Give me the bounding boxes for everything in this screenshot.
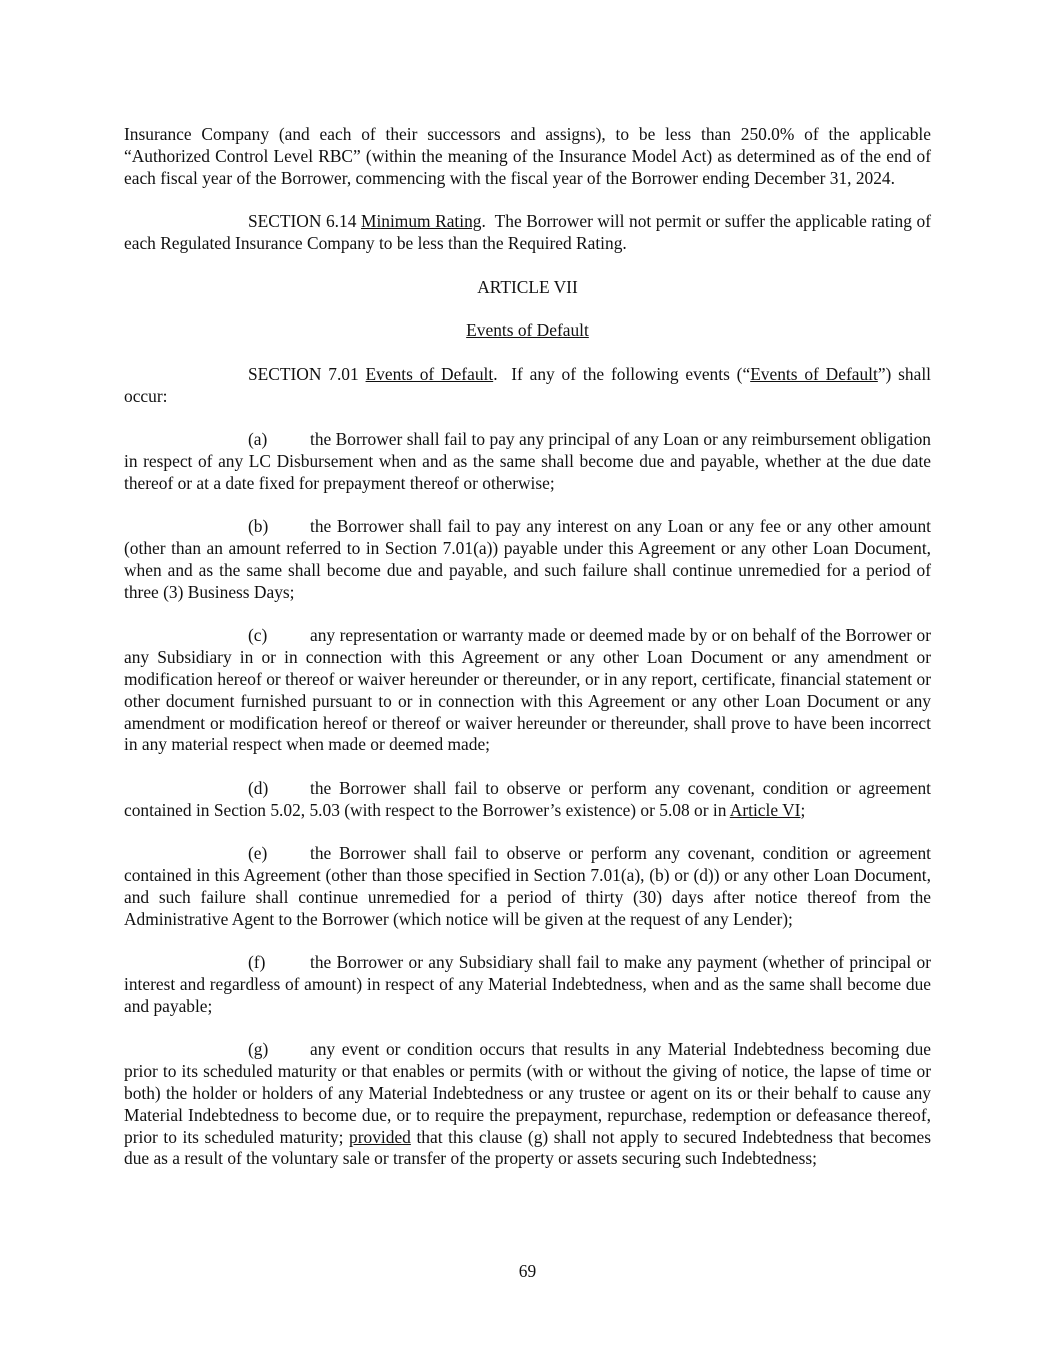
clause-text: any event or condition occurs that results in any Material Indebtedness becoming due prior to its scheduled maturity or that enables or permits (with or without the giving of notice, the lapse of time or both) the holder or holders of any Material Indebtedness or any trustee or agent on its or their behalf to cause any Material Indebtedness to become due, or to require the prepayment, repurchase, redemption or defeasance thereof, prior to its scheduled maturity; (124, 1039, 931, 1147)
clause-text: the Borrower shall fail to observe or perform any covenant, condition or agreement contained in Section 5.02, 5.03 (with respect to the Borrower’s existence) or 5.08 or in (124, 777, 931, 820)
clause-f (124, 952, 931, 1017)
clause-g (124, 1039, 931, 1170)
clause-label: (e) (248, 843, 268, 864)
article-vi-link: Article VI (729, 799, 801, 820)
clause-c (124, 625, 931, 756)
section-text: If any of the following events (“ (511, 363, 751, 384)
defined-term: Events of Default (750, 363, 878, 384)
section-number: SECTION 7.01 (248, 363, 359, 384)
clause-label: (a) (248, 429, 268, 450)
clause-text-end: ; (800, 799, 806, 820)
section-title: Events of Default (365, 363, 494, 384)
clause-text: the Borrower or any Subsidiary shall fail to make any payment (whether of principal or interest and regardless of amount) in respect of any Material Indebtedness, when and as the same shall become due and payable; (124, 952, 931, 1016)
proviso-term: provided (349, 1126, 411, 1147)
article-heading: ARTICLE VII (477, 276, 578, 297)
clause-a (124, 429, 931, 494)
clause-label: (b) (248, 516, 269, 537)
clause-text: the Borrower shall fail to pay any interest on any Loan or any fee or any other amount (other than an amount referred to in Section 7.01(a)) payable under this Agreement or any other Loan Document, when and as the same shall become due and payable, and such failure shall continue unremedied for a period of three (3) Business Days; (124, 516, 931, 602)
section-number: SECTION 6.14 (248, 211, 357, 232)
section-title: Minimum Rating (360, 211, 482, 232)
section-7-01: SECTION 7.01 Events of Default. If any of the following events (“Events of Default”) shall occur: (124, 363, 932, 406)
clause-label: (g) (248, 1039, 269, 1060)
clause-text: the Borrower shall fail to observe or perform any covenant, condition or agreement contained in this Agreement (other than those specified in Section 7.01(a), (b) or (d)) or any other Loan Document, and such failure shall continue unremedied for a period of thirty (30) days after notice thereof from the Administrative Agent to the Borrower (which notice will be given at the request of any Lender); (124, 843, 931, 929)
article-subheading-text: Events of Default (466, 320, 589, 341)
clause-b (124, 516, 931, 603)
document-page (124, 124, 931, 1170)
clause-text-end: that this clause (g) shall not apply to secured Indebtedness that becomes due as a result of the voluntary sale or transfer of the property or assets securing such Indebtedness; (124, 1126, 932, 1169)
clause-d (124, 778, 931, 822)
clause-e (124, 843, 931, 930)
clause-label: (d) (248, 777, 269, 798)
clause-text: any representation or warranty made or deemed made by or on behalf of the Borrower or any Subsidiary in or in connection with this Agreement or any other Loan Document or any amendment or modification hereof or thereof or waiver hereunder or thereunder, or in any report, certificate, financial statement or other document furnished pursuant to or in connection with this Agreement or any other Loan Document or any amendment or modification hereof or thereof or waiver hereunder or thereunder, shall prove to have been incorrect in any material respect when made or deemed made; (124, 625, 931, 755)
clause-label: (c) (248, 625, 268, 646)
section-text-end: ”) shall occur: (124, 363, 932, 406)
article-subheading (124, 320, 931, 342)
continuation-paragraph: Insurance Company (and each of their successors and assigns), to be less than 250.0% of the applicable “Authorized Control Level RBC” (within the meaning of the Insurance Model Act) as determined as of the end of each fiscal year of the Borrower, commencing with the fiscal year of the Borrower ending December 31, 2024. (124, 124, 931, 188)
clause-label: (f) (248, 952, 266, 973)
clause-text: the Borrower shall fail to pay any principal of any Loan or any reimbursement obligation in respect of any LC Disbursement when and as the same shall become due and payable, whether at the due date thereof or at a date fixed for prepayment thereof or otherwise; (124, 429, 931, 493)
page-number: 69 (518, 1261, 537, 1281)
section-text: The Borrower will not permit or suffer the applicable rating of each Regulated Insurance Company to be less than the Required Rating. (124, 211, 931, 253)
section-6-14: SECTION 6.14 Minimum Rating. The Borrower will not permit or suffer the applicable rating of each Regulated Insurance Company to be less than the Required Rating. (124, 211, 931, 253)
